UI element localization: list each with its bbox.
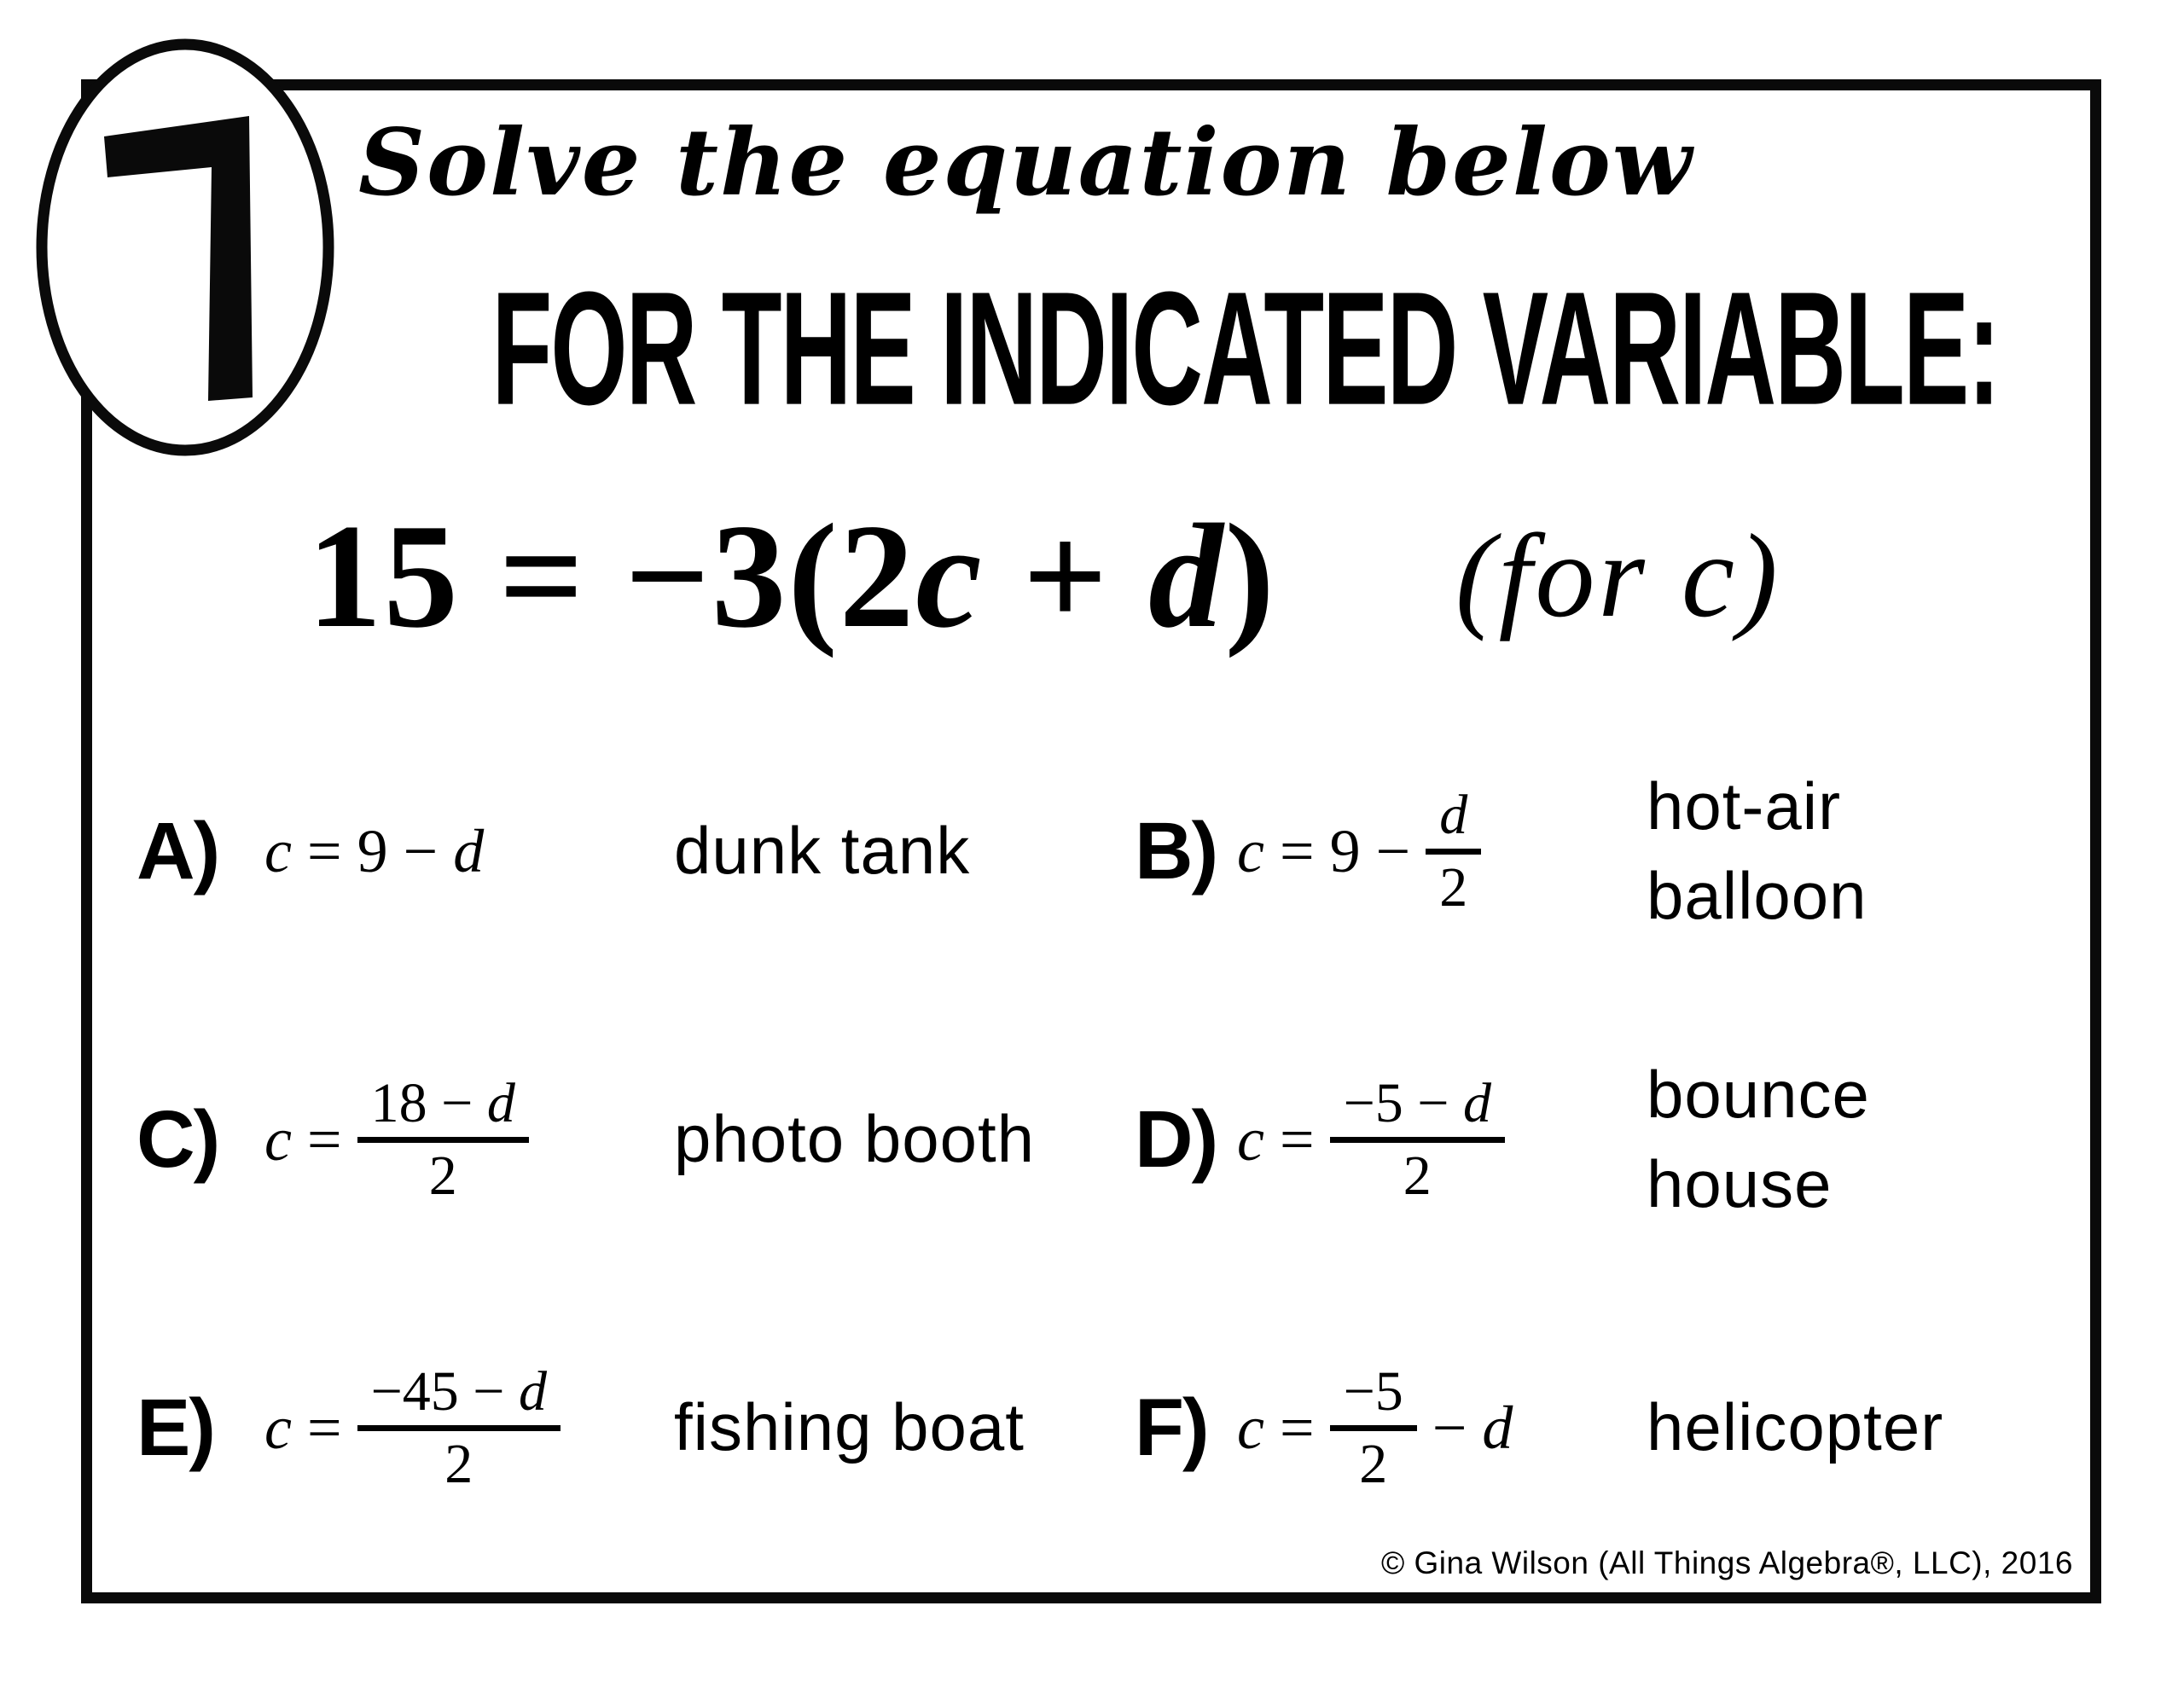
- eq-var2: d: [453, 816, 485, 885]
- eq-mid: =: [291, 1104, 357, 1174]
- option-c: [136, 1020, 1035, 1259]
- copyright-notice: © Gina Wilson (All Things Algebra®, LLC), 2016: [1380, 1545, 2073, 1580]
- fraction-denominator: 2: [357, 1425, 561, 1493]
- fraction-numerator: [357, 1362, 561, 1424]
- eq-var-c: c: [915, 492, 984, 658]
- option-b-equation: [1237, 786, 1647, 917]
- option-a: [136, 732, 970, 971]
- fraction-num-var: d: [486, 1072, 515, 1135]
- option-d: [1135, 1020, 2013, 1259]
- option-a-label: dunk tank: [674, 813, 971, 889]
- fraction-denominator: 2: [357, 1137, 529, 1205]
- eq-mid: =: [1263, 1393, 1330, 1462]
- eq-mid: = 9 −: [1263, 816, 1426, 885]
- option-a-letter: A): [136, 805, 219, 896]
- question-number-badge: [26, 32, 346, 463]
- option-c-label: photo booth: [674, 1101, 1036, 1177]
- fraction-denominator: 2: [1426, 849, 1481, 917]
- option-e-equation: [264, 1362, 674, 1493]
- fraction-denominator: 2: [1330, 1425, 1417, 1493]
- eq-var: c: [1237, 816, 1264, 885]
- fraction-numerator: [1426, 786, 1481, 848]
- main-equation-row: [307, 465, 1781, 687]
- option-d-equation: [1237, 1074, 1647, 1205]
- fraction-num-var: d: [1439, 784, 1468, 847]
- main-equation: [307, 490, 1276, 662]
- title-caps: [410, 256, 2082, 438]
- fraction-num-pre: −45 −: [370, 1360, 520, 1423]
- eq-post: −: [1416, 1393, 1483, 1462]
- eq-mid: = 9 −: [291, 816, 454, 885]
- fraction-numerator: −5: [1343, 1360, 1403, 1423]
- fraction-num-var: d: [519, 1360, 548, 1423]
- option-f-label: helicopter: [1647, 1389, 1944, 1465]
- eq-var-d: d: [1148, 492, 1225, 658]
- eq-var: c: [264, 1104, 292, 1174]
- eq-plus: +: [983, 492, 1149, 658]
- eq-var: c: [264, 816, 292, 885]
- fraction: [357, 1074, 529, 1205]
- option-d-letter: D): [1135, 1093, 1217, 1185]
- eq-mid: =: [291, 1393, 357, 1462]
- option-c-equation: [264, 1074, 674, 1205]
- option-b-label: hot-air balloon: [1647, 768, 1867, 933]
- fraction-num-pre: −5 −: [1343, 1072, 1464, 1135]
- fraction: [357, 1362, 561, 1493]
- eq-var: c: [264, 1393, 292, 1462]
- option-b: [1135, 732, 2013, 971]
- option-e-letter: E): [136, 1382, 214, 1473]
- option-d-label: bounce house: [1647, 1056, 1870, 1221]
- for-variable-note: (for c): [1455, 509, 1781, 642]
- option-f-equation: [1237, 1362, 1647, 1493]
- eq-var2: d: [1482, 1393, 1513, 1462]
- eq-close: ): [1224, 492, 1276, 658]
- eq-mid: =: [1263, 1104, 1330, 1174]
- fraction-denominator: 2: [1330, 1137, 1505, 1205]
- fraction-numerator: [1330, 1074, 1505, 1136]
- option-f-letter: F): [1135, 1382, 1208, 1473]
- fraction: [1426, 786, 1481, 917]
- eq-var: c: [1237, 1393, 1264, 1462]
- title-caps-text: FOR THE INDICATED VARIABLE:: [491, 258, 2000, 438]
- option-f: [1135, 1308, 1943, 1547]
- option-b-letter: B): [1135, 805, 1217, 896]
- fraction: [1330, 1074, 1505, 1205]
- fraction: [1330, 1362, 1417, 1493]
- option-e-label: fishing boat: [674, 1389, 1025, 1465]
- fraction-numerator: [357, 1074, 529, 1136]
- circle-seven-icon: [26, 32, 346, 463]
- eq-pre: 15 = −3(2: [307, 492, 916, 658]
- fraction-num-pre: 18 −: [370, 1072, 487, 1135]
- option-c-letter: C): [136, 1093, 219, 1185]
- option-a-equation: [264, 816, 674, 887]
- title-script: Solve the equation below: [358, 109, 1693, 217]
- eq-var: c: [1237, 1104, 1264, 1174]
- option-e: [136, 1308, 1025, 1547]
- fraction-num-var: d: [1463, 1072, 1492, 1135]
